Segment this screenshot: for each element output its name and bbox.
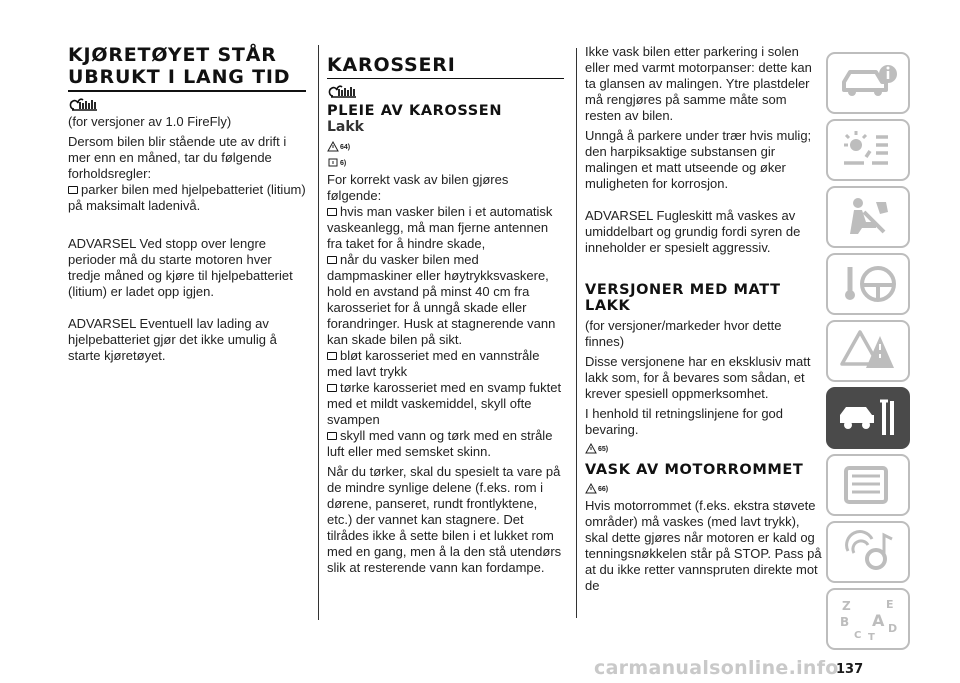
paragraph: (for versjoner av 1.0 FireFly) bbox=[68, 114, 232, 129]
warning-text: ADVARSEL Eventuell lav lading av hjelpebatteriet gjør det ikke umulig å starte kjøretøyet. bbox=[68, 316, 277, 363]
column-1 bbox=[68, 0, 306, 364]
list-item: når du vasker bilen med dampmaskiner eller høytrykksvaskere, hold en avstand på minst 40 cm fra karosseriet for å unngå skade eller forandringer. Husk at stagnerende vann kan skade bilen på sikt. bbox=[327, 252, 556, 347]
warning-text: ADVARSEL Fugleskitt må vaskes av umiddelbart og grundig fordi syren de inneholder er spesielt aggressiv. bbox=[585, 208, 801, 255]
tab-safety[interactable] bbox=[826, 186, 910, 248]
section-title: VERSJONER MED MATT LAKK bbox=[585, 282, 781, 314]
subsection-title: Lakk bbox=[327, 119, 364, 135]
tab-starting-driving[interactable] bbox=[826, 253, 910, 315]
key-steering-wheel-icon bbox=[836, 261, 900, 307]
checkbox-bullet-icon bbox=[68, 186, 78, 194]
checkbox-bullet-icon bbox=[327, 384, 337, 392]
warning-triangle-icon bbox=[327, 141, 339, 152]
list-item: tørke karosseriet med en svamp fuktet med et mildt vaskemiddel, skyll ofte svampen bbox=[327, 380, 562, 427]
paragraph: For korrekt vask av bilen gjøres følgende: bbox=[327, 172, 509, 203]
tab-specifications[interactable] bbox=[826, 454, 910, 516]
title-underline bbox=[327, 78, 564, 79]
car-info-icon bbox=[836, 60, 900, 106]
warning-reference: 66) bbox=[585, 480, 823, 494]
multimedia-icon bbox=[836, 529, 900, 575]
index-letter: E bbox=[886, 598, 894, 611]
paragraph: (for versjoner/markeder hvor dette finnes) bbox=[585, 318, 782, 349]
checkbox-bullet-icon bbox=[327, 352, 337, 360]
car-tools-icon bbox=[836, 395, 900, 441]
specifications-icon bbox=[836, 462, 900, 508]
page-number: 137 bbox=[836, 662, 864, 677]
tab-multimedia[interactable] bbox=[826, 521, 910, 583]
list-item: bløt karosseriet med en vannstråle med lavt trykk bbox=[327, 348, 540, 379]
index-letter: T bbox=[868, 632, 875, 642]
title-underline bbox=[68, 90, 306, 92]
paragraph: Når du tørker, skal du spesielt ta vare på de mindre synlige delene (f.eks. rom i dørene, panseret, rundt frontlyktene, etc.) der vannet kan stagnere. Det tilrådes ikke å sette bilen i et lukket rom med en gang, men å la den stå utendørs slik at resterende vann kan fordampe. bbox=[327, 464, 562, 575]
tab-index[interactable] bbox=[826, 588, 910, 650]
tab-car-info[interactable] bbox=[826, 52, 910, 114]
checkbox-bullet-icon bbox=[327, 256, 337, 264]
section-title: KJØRETØYET STÅR UBRUKT I LANG TID bbox=[68, 44, 291, 88]
chapter-title: KAROSSERI bbox=[327, 54, 456, 76]
eco-icon bbox=[68, 96, 100, 112]
checkbox-bullet-icon bbox=[327, 208, 337, 216]
column-2 bbox=[327, 0, 564, 576]
list-item: skyll med vann og tørk med en stråle luft eller med semsket skinn. bbox=[327, 428, 553, 459]
notice-reference: 6) bbox=[327, 154, 564, 168]
paragraph: Ikke vask bilen etter parkering i solen eller med varmt motorpanser: dette kan ta glansen av malingen. Ytre plastdeler må rengjøres på samme måte som resten av bilen. bbox=[585, 44, 812, 123]
section-title: VASK AV MOTORROMMET bbox=[585, 462, 804, 478]
column-3 bbox=[585, 0, 823, 594]
section-title: PLEIE AV KAROSSEN bbox=[327, 103, 503, 119]
eco-icon bbox=[327, 83, 359, 99]
index-icon bbox=[836, 596, 900, 642]
warning-text: ADVARSEL Ved stopp over lengre perioder må du starte motoren hver tredje måned og kjøre til hjelpebatteriet (litium) er ladet opp igjen. bbox=[68, 236, 293, 299]
list-item: hvis man vasker bilen i et automatisk vaskeanlegg, må man fjerne antennen fra taket for å hindre skade, bbox=[327, 204, 553, 251]
list-item: parker bilen med hjelpebatteriet (litium) på maksimalt ladenivå. bbox=[68, 182, 306, 213]
tab-lights[interactable] bbox=[826, 119, 910, 181]
index-letter: C bbox=[854, 630, 862, 641]
index-letter: D bbox=[888, 622, 898, 635]
index-letter: Z bbox=[842, 599, 851, 613]
paragraph: Hvis motorrommet (f.eks. ekstra støvete områder) må vaskes (med lavt trykk), skal dette gjøres når motoren er kald og tenningsnøkkelen står på STOP. Pass på at du ikke retter vannspruten direkte mot de bbox=[585, 498, 822, 593]
index-letter: A bbox=[872, 611, 885, 630]
tab-emergency[interactable] bbox=[826, 320, 910, 382]
column-separator bbox=[576, 48, 577, 618]
index-letter: B bbox=[840, 615, 850, 629]
paragraph: I henhold til retningslinjene for god bevaring. bbox=[585, 406, 784, 437]
paragraph: Dersom bilen blir stående ute av drift i mer enn en måned, tar du følgende forholdsregler: bbox=[68, 134, 287, 181]
paragraph: Disse versjonene har en eksklusiv matt lakk som, for å bevares som sådan, et krever spesiell oppmerksomhet. bbox=[585, 354, 811, 401]
paragraph: Unngå å parkere under trær hvis mulig; den harpiksaktige substansen gir malingen et matt utseende og øker muligheten for korrosjon. bbox=[585, 128, 812, 191]
airbag-seat-icon bbox=[836, 194, 900, 240]
checkbox-bullet-icon bbox=[327, 432, 337, 440]
warning-triangle-icon bbox=[585, 443, 597, 454]
warning-reference: 64) bbox=[327, 138, 564, 152]
warning-triangle-icon bbox=[585, 483, 597, 494]
notice-icon bbox=[327, 157, 339, 168]
warning-road-icon bbox=[836, 328, 900, 374]
column-separator bbox=[318, 45, 319, 620]
tab-maintenance[interactable] bbox=[826, 387, 910, 449]
lights-icon bbox=[836, 127, 900, 173]
chapter-tabs bbox=[826, 52, 910, 655]
warning-reference: 65) bbox=[585, 440, 823, 454]
watermark: carmanualsonline.info bbox=[594, 657, 839, 679]
